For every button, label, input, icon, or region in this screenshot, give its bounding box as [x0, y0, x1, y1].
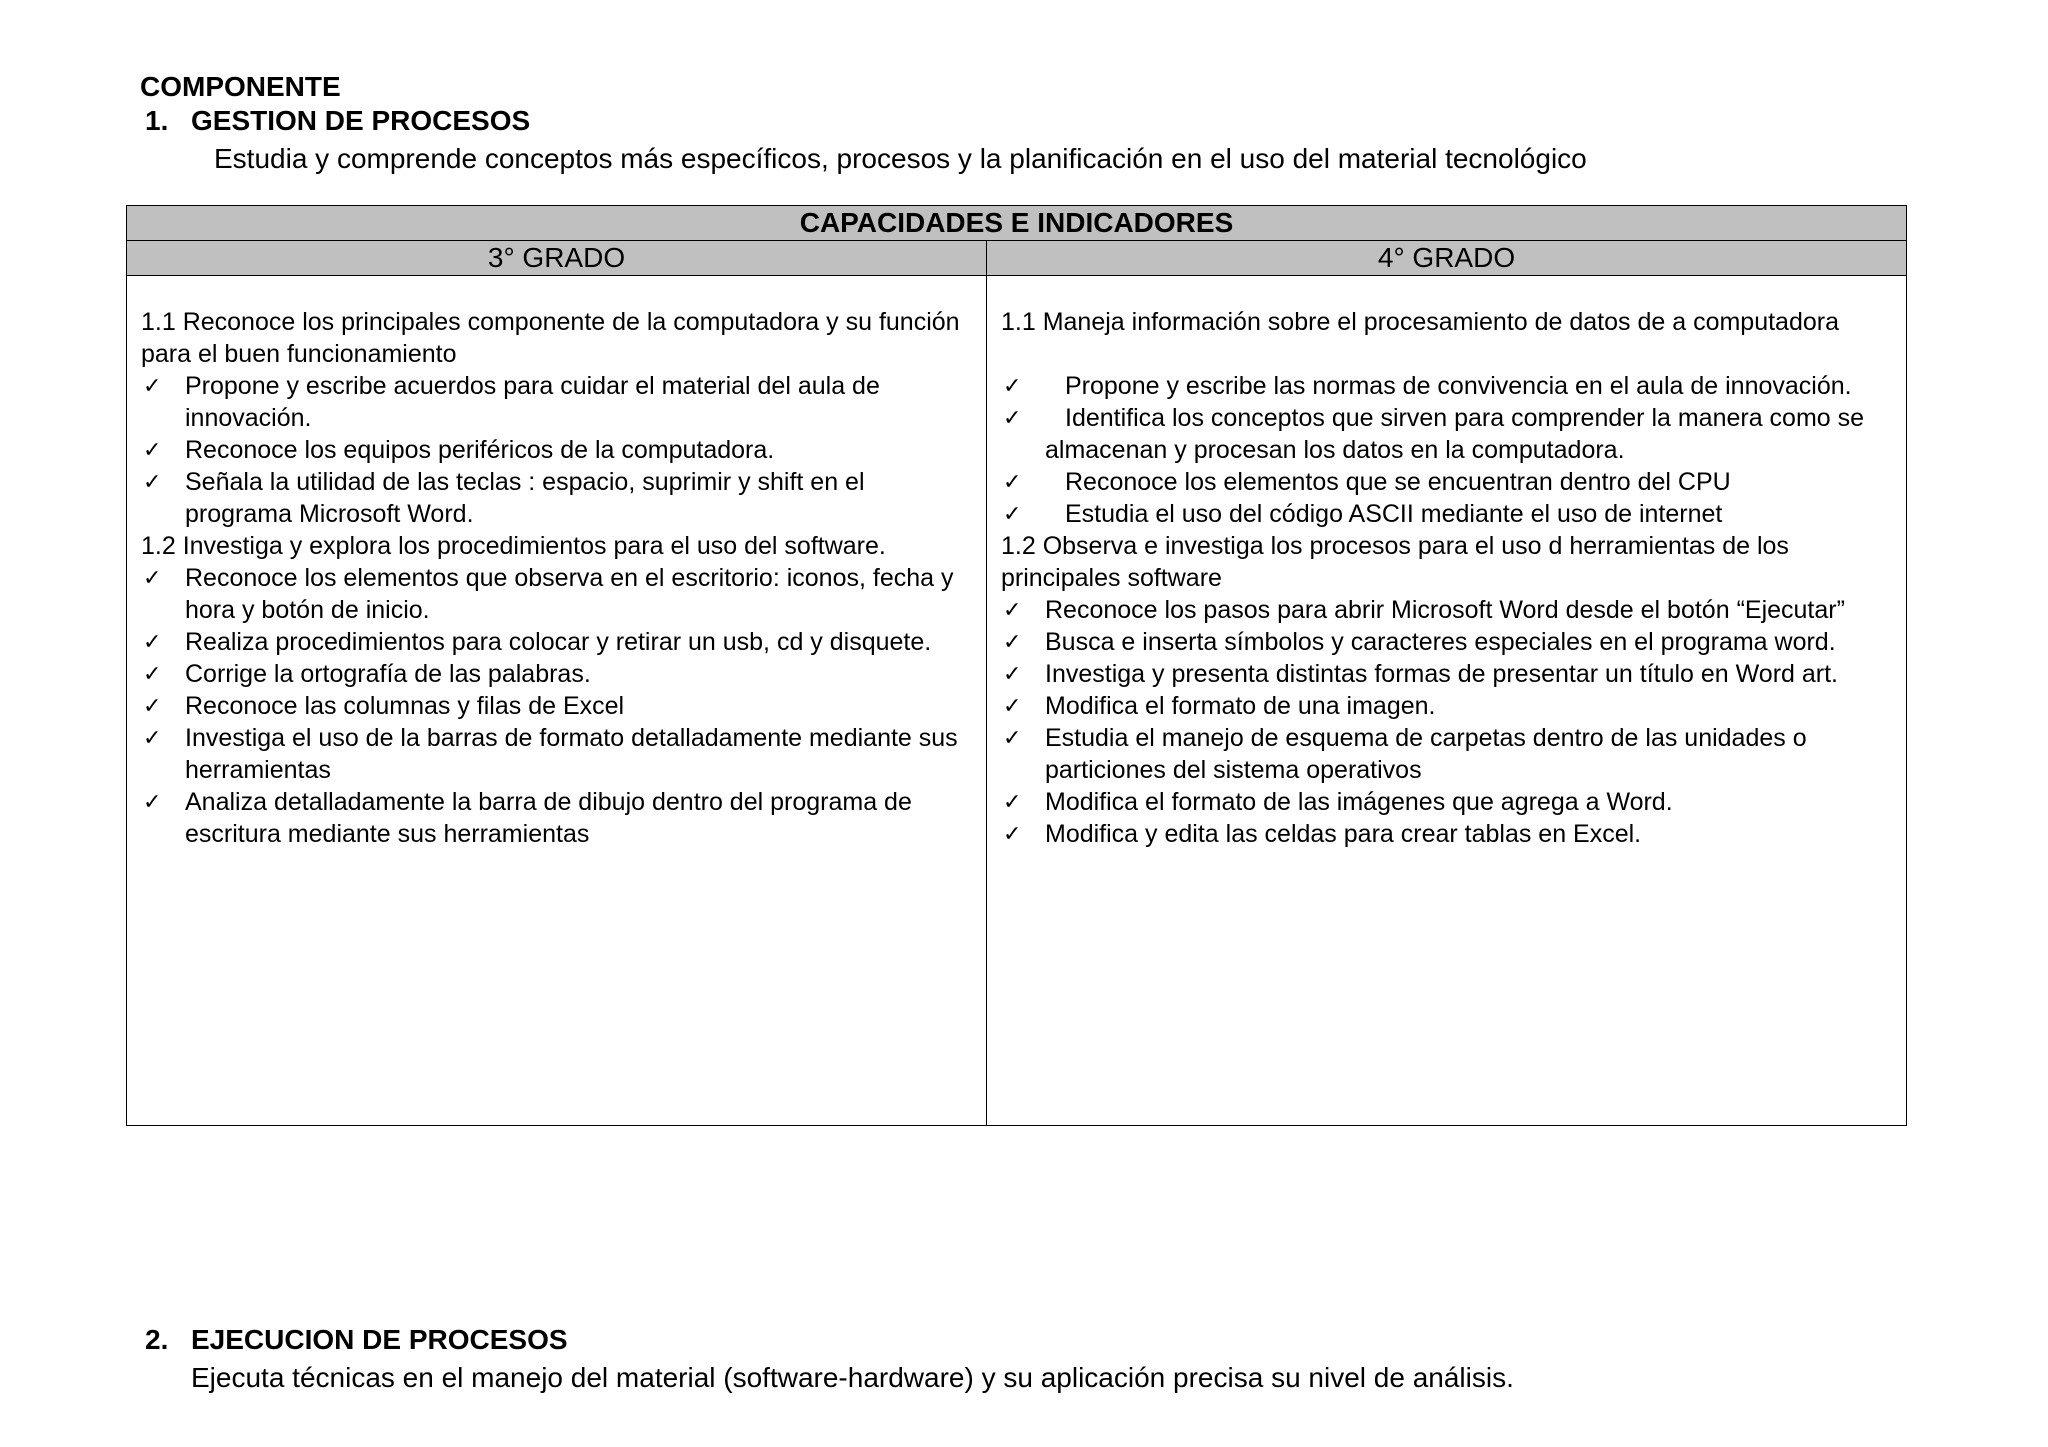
section-description: Ejecuta técnicas en el manejo del material (software-hardware) y su aplicación precisa su nivel de análisis.: [191, 1362, 1514, 1393]
check-icon: ✓: [1003, 469, 1022, 494]
check-icon: ✓: [143, 437, 162, 462]
list-item: ✓ Modifica el formato de las imágenes que agrega a Word.: [1003, 788, 1673, 816]
check-icon: ✓: [143, 725, 162, 750]
check-icon: ✓: [1003, 501, 1022, 526]
list-item: ✓ Señala la utilidad de las teclas : espacio, suprimir y shift en el programa Microsoft Word.: [143, 468, 865, 528]
list-item: ✓ Propone y escribe las normas de convivencia en el aula de innovación.: [1003, 372, 1852, 400]
section-number: 1.: [145, 105, 169, 136]
check-icon: ✓: [143, 693, 162, 718]
check-icon: ✓: [1003, 789, 1022, 814]
list-item: ✓ Reconoce los pasos para abrir Microsoft Word desde el botón “Ejecutar”: [1003, 596, 1845, 624]
capacity-heading: 1.1 Reconoce los principales componente de la computadora y su función para el buen funcionamiento: [141, 308, 960, 368]
list-item: ✓ Reconoce los elementos que observa en el escritorio: iconos, fecha y hora y botón de inicio.: [143, 564, 954, 624]
check-icon: ✓: [143, 469, 162, 494]
check-icon: ✓: [143, 565, 162, 590]
grade-3-header: 3° GRADO: [127, 241, 987, 276]
list-item: ✓ Propone y escribe acuerdos para cuidar el material del aula de innovación.: [143, 372, 880, 432]
list-item: ✓ Investiga el uso de la barras de formato detalladamente mediante sus herramientas: [143, 724, 958, 784]
list-item: ✓ Estudia el uso del código ASCII mediante el uso de internet: [1003, 500, 1723, 528]
list-item: ✓ Reconoce los elementos que se encuentran dentro del CPU: [1003, 468, 1731, 496]
grade-4-header: 4° GRADO: [987, 241, 1907, 276]
list-item: ✓ Realiza procedimientos para colocar y retirar un usb, cd y disquete.: [143, 628, 932, 656]
check-icon: ✓: [1003, 661, 1022, 686]
list-item: ✓ Busca e inserta símbolos y caracteres especiales en el programa word.: [1003, 628, 1836, 656]
check-icon: ✓: [1003, 597, 1022, 622]
section-title: [145, 104, 1587, 138]
section-description: Estudia y comprende conceptos más específicos, procesos y la planificación en el uso del material tecnológico: [214, 143, 1587, 174]
section-title-text: EJECUCION DE PROCESOS: [191, 1324, 568, 1355]
section-number: 2.: [145, 1324, 169, 1355]
check-icon: ✓: [1003, 725, 1022, 750]
grade-4-cell: [987, 276, 1907, 1126]
table-title: CAPACIDADES E INDICADORES: [127, 206, 1907, 241]
page-heading: COMPONENTE: [140, 71, 341, 102]
grade-3-cell: [127, 276, 987, 1126]
section-title-text: GESTION DE PROCESOS: [191, 105, 531, 136]
capacity-heading: 1.2 Investiga y explora los procedimientos para el uso del software.: [141, 532, 886, 560]
check-icon: ✓: [143, 373, 162, 398]
indicator-list: [1001, 594, 1892, 850]
list-item: ✓ Reconoce los equipos periféricos de la computadora.: [143, 436, 775, 464]
check-icon: ✓: [1003, 373, 1022, 398]
capacity-heading: 1.1 Maneja información sobre el procesamiento de datos de a computadora: [1001, 308, 1840, 336]
list-item: ✓ Modifica el formato de una imagen.: [1003, 692, 1436, 720]
check-icon: ✓: [143, 789, 162, 814]
list-item: ✓ Estudia el manejo de esquema de carpetas dentro de las unidades o particiones del sistema operativos: [1003, 724, 1807, 784]
indicator-list: [1001, 370, 1892, 530]
capacity-heading: 1.2 Observa e investiga los procesos para el uso d herramientas de los principales software: [1001, 532, 1789, 592]
check-icon: ✓: [143, 629, 162, 654]
indicator-list: [141, 370, 972, 530]
list-item: ✓ Analiza detalladamente la barra de dibujo dentro del programa de escritura mediante sus herramientas: [143, 788, 912, 848]
list-item: ✓ Corrige la ortografía de las palabras.: [143, 660, 591, 688]
check-icon: ✓: [1003, 405, 1022, 430]
list-item: ✓ Investiga y presenta distintas formas de presentar un título en Word art.: [1003, 660, 1839, 688]
section-title: [145, 1323, 1514, 1357]
check-icon: ✓: [1003, 693, 1022, 718]
check-icon: ✓: [1003, 629, 1022, 654]
list-item: ✓ Identifica los conceptos que sirven para comprender la manera como se almacenan y procesan los datos en la computadora.: [1003, 404, 1865, 464]
section-gestion: [145, 104, 1587, 176]
section-ejecucion: [145, 1323, 1514, 1395]
list-item: ✓ Reconoce las columnas y filas de Excel: [143, 692, 625, 720]
capacities-table: [126, 205, 1907, 1126]
check-icon: ✓: [143, 661, 162, 686]
check-icon: ✓: [1003, 821, 1022, 846]
indicator-list: [141, 562, 972, 850]
list-item: ✓ Modifica y edita las celdas para crear tablas en Excel.: [1003, 820, 1642, 848]
